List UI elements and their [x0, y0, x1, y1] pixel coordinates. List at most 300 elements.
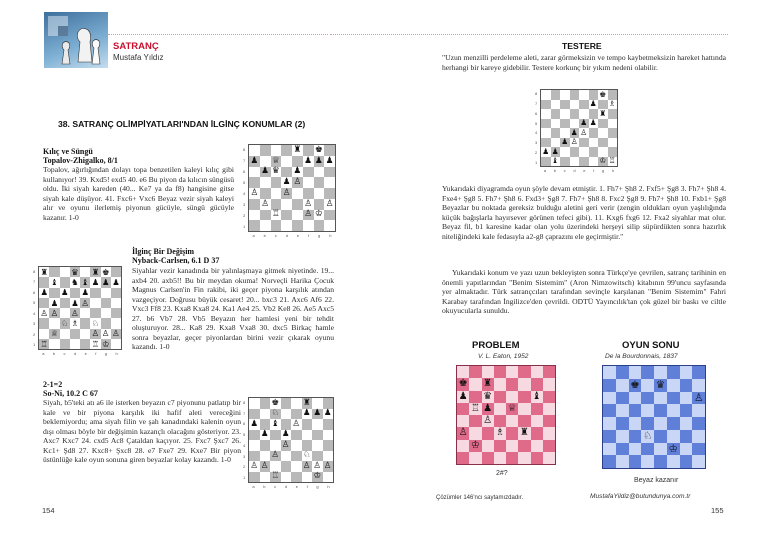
board-square	[518, 440, 530, 452]
black-pawn-icon: ♟	[589, 99, 597, 109]
puzzle2-subheading: Nyback-Carlsen, 6.1 D 37	[132, 256, 220, 265]
board-square	[281, 451, 292, 462]
black-pawn-icon: ♟	[261, 166, 270, 177]
board-square	[541, 157, 551, 167]
testere-quote: "Uzun menzilli perdeleme aleti, zarar görmeksizin ve tempo kaybetmeksizin hareket hattında herhangi bir kareye gidebilir. Testere korkunç bir yıkım nedeni olabilir.	[442, 53, 726, 72]
board-square	[111, 288, 121, 298]
board-square	[654, 430, 667, 443]
board-square	[641, 366, 654, 379]
board-square	[70, 339, 80, 349]
board-square	[641, 379, 654, 392]
board-square	[260, 210, 271, 221]
board-square	[291, 440, 302, 451]
white-pawn-icon: ♙	[293, 177, 302, 188]
white-queen-icon: ♕	[271, 155, 280, 166]
black-bishop-icon: ♝	[50, 277, 59, 288]
board-square	[494, 366, 506, 378]
board-square	[314, 167, 325, 178]
black-pawn-icon: ♟	[281, 429, 290, 440]
black-pawn-icon: ♟	[542, 146, 550, 156]
board-square	[543, 440, 555, 452]
board-square	[598, 147, 608, 157]
board-square	[469, 452, 481, 464]
board-square	[654, 455, 667, 468]
topalov-chess-diagram	[248, 144, 336, 232]
board-square	[482, 452, 494, 464]
board-square	[570, 147, 580, 157]
white-pawn-icon: ♙	[71, 307, 79, 318]
board-square	[641, 443, 654, 456]
board-square	[80, 329, 90, 339]
board-square	[281, 156, 292, 167]
board-square	[543, 403, 555, 415]
white-rook-icon: ♖	[271, 471, 280, 482]
board-square	[291, 451, 302, 462]
black-rook-icon: ♜	[91, 266, 100, 277]
board-square	[494, 415, 506, 427]
board-square	[667, 430, 680, 443]
white-knight-icon: ♘	[91, 318, 100, 329]
board-square	[271, 145, 282, 156]
book-note: Yukarıdaki konum ve yazı uzun bekleyişten sonra Türkçe'ye çevrilen, satranç tarihinin en önemli yapıtlarından "Benim Sistemim" (Aron Nimzowitsch) kitabının 99'uncu sayfasında yer almaktadır. Türk satrançcıları tarafından sevinçle karşılanan "Benim Sistemim" Fahri Karabay tarafından İngilizce'den çevrildi. ODTÜ Yayıncılık'tan çok güzel bir baskı ve ciltle okuyucularla sunuldu.	[442, 268, 726, 315]
board-square	[579, 157, 589, 167]
board-square	[692, 379, 705, 392]
board-square	[667, 366, 680, 379]
nyback-chess-diagram	[38, 266, 122, 350]
board-square	[680, 430, 693, 443]
black-pawn-icon: ♟	[314, 155, 323, 166]
board-square	[692, 404, 705, 417]
white-queen-icon: ♕	[50, 328, 59, 339]
board-square	[292, 188, 303, 199]
board-square	[292, 199, 303, 210]
board-square	[292, 210, 303, 221]
board-square	[541, 90, 551, 100]
board-square	[616, 455, 629, 468]
white-king-icon: ♔	[314, 209, 323, 220]
board-square	[494, 378, 506, 390]
white-pawn-icon: ♙	[81, 297, 89, 308]
board-square	[541, 119, 551, 129]
board-square	[654, 404, 667, 417]
black-queen-icon: ♛	[271, 166, 280, 177]
board-square	[641, 392, 654, 405]
endgame-author: De la Bourdonnais, 1837	[605, 353, 678, 360]
board-square	[654, 417, 667, 430]
board-square	[260, 451, 271, 462]
board-square	[457, 440, 469, 452]
black-queen-icon: ♛	[655, 378, 666, 391]
board-square	[302, 440, 313, 451]
endgame-title: OYUN SONU	[622, 340, 680, 351]
board-square	[90, 288, 100, 298]
board-square	[249, 398, 260, 409]
board-square	[494, 440, 506, 452]
black-pawn-icon: ♟	[112, 277, 120, 288]
board-square	[560, 157, 570, 167]
board-square	[323, 430, 334, 441]
white-queen-icon: ♕	[507, 402, 517, 414]
board-square	[629, 417, 642, 430]
board-square	[531, 366, 543, 378]
author-email[interactable]: MustafaYildiz@butundunya.com.tr	[590, 493, 691, 500]
board-square	[60, 329, 70, 339]
board-square	[608, 138, 618, 148]
board-square	[543, 391, 555, 403]
board-square	[629, 404, 642, 417]
black-pawn-icon: ♟	[293, 166, 302, 177]
board-square	[541, 109, 551, 119]
board-square	[101, 308, 111, 318]
board-square	[302, 430, 313, 441]
black-bishop-icon: ♝	[551, 156, 559, 166]
board-square	[579, 138, 589, 148]
board-square	[598, 128, 608, 138]
board-square	[49, 318, 59, 328]
board-square	[494, 403, 506, 415]
board3-file-labels: a b c d e f g h	[252, 484, 330, 489]
board-square	[616, 366, 629, 379]
board1-rank-labels: 8 7 6 5 4 3 2 1	[243, 147, 246, 229]
board-square	[324, 167, 335, 178]
board-square	[506, 391, 518, 403]
black-king-icon: ♚	[101, 266, 110, 277]
white-rook-icon: ♖	[271, 209, 280, 220]
board-square	[692, 366, 705, 379]
board-square	[60, 298, 70, 308]
board-square	[292, 156, 303, 167]
board-square	[494, 391, 506, 403]
puzzle3-subheading: So-Ni, 10.2 C 67	[43, 389, 98, 398]
board-square	[303, 167, 314, 178]
right-page-number: 155	[711, 506, 724, 515]
board-square	[457, 452, 469, 464]
board-square	[312, 398, 323, 409]
black-queen-icon: ♛	[483, 390, 493, 402]
board-square	[589, 90, 599, 100]
puzzle1-heading: Kılıç ve Süngü	[43, 147, 93, 156]
board-square	[323, 440, 334, 451]
white-pawn-icon: ♙	[580, 127, 588, 137]
black-pawn-icon: ♟	[282, 177, 291, 188]
white-rook-icon: ♖	[40, 338, 48, 349]
black-pawn-icon: ♟	[302, 408, 311, 419]
white-pawn-icon: ♙	[304, 209, 313, 220]
white-knight-icon: ♘	[60, 318, 69, 329]
board-square	[570, 109, 580, 119]
puzzle2-heading: İlginç Bir Değişim	[132, 247, 195, 256]
board-square	[270, 440, 281, 451]
board-square	[314, 177, 325, 188]
board-square	[271, 188, 282, 199]
board-square	[249, 145, 260, 156]
board-square	[39, 318, 49, 328]
board-square	[271, 199, 282, 210]
board3-rank-labels: 8 7 6 5 4 3 2 1	[243, 399, 246, 481]
board-square	[281, 210, 292, 221]
board-square	[598, 100, 608, 110]
board2-file-labels: a b c d e f g h	[42, 351, 118, 356]
board-square	[80, 318, 90, 328]
testere-chess-diagram	[540, 89, 618, 167]
board-square	[249, 167, 260, 178]
board-square	[291, 472, 302, 483]
board-square	[60, 277, 70, 287]
board-square	[323, 419, 334, 430]
board-square	[111, 308, 121, 318]
board-square	[570, 90, 580, 100]
board-square	[692, 443, 705, 456]
board-square	[457, 403, 469, 415]
black-rook-icon: ♜	[293, 144, 302, 155]
board1-file-labels: a b c d e f g h	[252, 233, 332, 238]
board-square	[598, 119, 608, 129]
board-square	[249, 440, 260, 451]
board-square	[39, 277, 49, 287]
puzzle3-text: Siyah, b5'teki atı a6 ile isterken beyazın c7 piyonunu patlatıp bir kale ve bir piyona karşılık iki hafif aleti vereceğini beklemiyordu; ama siyah filin ve şah kanadındaki kalenin oyun dışı olması böyle bir değişimin kazançlı olacağını gösteriyor. 23. Axc7 Kxc7 24. cxd5 Ac8 Çataldan kaçıyor. 25. Fxc7 Şxc7 26. Kc1+ Şd8 27. Kxc8+ Şxc8 28. e7 Fxe7 29. Kxe7 Bir piyon üstünlüğe kale oyun sonuna giren beyazlar kolay kazandı. 1-0	[43, 398, 241, 464]
white-king-icon: ♔	[313, 471, 322, 482]
board-square	[312, 451, 323, 462]
board-square	[323, 398, 334, 409]
board-square	[518, 452, 530, 464]
board-square	[570, 157, 580, 167]
board-square	[616, 379, 629, 392]
board-square	[60, 267, 70, 277]
board-square	[324, 210, 335, 221]
black-king-icon: ♚	[458, 378, 468, 390]
black-pawn-icon: ♟	[304, 155, 313, 166]
board4-rank-labels: 8 7 6 5 4 3 2 1	[535, 91, 538, 165]
white-pawn-icon: ♙	[292, 418, 301, 429]
board-square	[292, 220, 303, 231]
board-square	[616, 417, 629, 430]
board4-file-labels: a b c d e f g h	[543, 168, 615, 173]
white-pawn-icon: ♙	[112, 328, 120, 339]
board-square	[260, 472, 271, 483]
board-square	[80, 267, 90, 277]
puzzle2-text: Siyahlar vezir kanadında bir yalınlaşmaya gitmek niyetinde. 19... axb4 20. axb5!! Bu bir meydan okuma! Norveçli Harika Çocuk Magnus Carlsen'in Fin rakibi, iki geçer piyona karşılık atından vazgeçiyor. Doğrusu büyük cesaret! 20... bxc3 21. Axc6 Af6 22. Vxc3 Ff8 23. Kxa8 Kxa8 24. Ka1 Ae4 25. Vb2 Ke8 26. Ae5 Axc5 27. b6 Vb7 28. Vb5 Beyazın her hamlesi yeni bir tehdit oluşturuyor. 28... Ka8 29. Kxa8 Vxa8 30. dxc5 Birkaç hamle sonra beyazlar, geçer piyonlardan birini vezir çıkarak oyunu kazandı. 1-0	[132, 266, 334, 351]
board-square	[260, 409, 271, 420]
board-square	[560, 109, 570, 119]
white-pawn-icon: ♙	[458, 427, 468, 439]
puzzle1-text: Topalov, ağırlığından dolayı topa benzetilen kaleyi kılıç gibi kullanıyor! 39. Kxd5! exd5 40. e6 Bu piyon da kılıcın süngüsü oldu. İki siyah kareden (40... Ke7 ya da f8) hangisine gitse siyah kale düşüyor. 41. Fxc6+ Vxc6 Beyaz vezir siyah kaleyi alır ve oyunu ilerlemiş piyonun gücüyle, süngü gücüyle kazanır. 1-0	[43, 165, 234, 222]
board-square	[608, 90, 618, 100]
black-pawn-icon: ♟	[483, 402, 493, 414]
board-square	[518, 366, 530, 378]
black-pawn-icon: ♟	[323, 408, 332, 419]
board-square	[482, 440, 494, 452]
board-square	[469, 378, 481, 390]
board-square	[469, 366, 481, 378]
board-square	[692, 417, 705, 430]
chess-logo-image	[44, 12, 108, 68]
board-square	[101, 288, 111, 298]
board-square	[667, 417, 680, 430]
board-square	[323, 472, 334, 483]
board-square	[616, 443, 629, 456]
board-square	[589, 138, 599, 148]
board-square	[324, 177, 335, 188]
board-square	[111, 318, 121, 328]
white-pawn-icon: ♙	[325, 198, 334, 209]
board-square	[260, 145, 271, 156]
board-square	[641, 404, 654, 417]
board-square	[291, 430, 302, 441]
board-square	[101, 318, 111, 328]
board-square	[271, 220, 282, 231]
board-square	[281, 145, 292, 156]
board-square	[531, 378, 543, 390]
black-queen-icon: ♛	[71, 266, 79, 277]
black-king-icon: ♚	[271, 397, 280, 408]
black-pawn-icon: ♟	[570, 127, 578, 137]
board-square	[551, 119, 561, 129]
white-pawn-icon: ♙	[281, 439, 290, 450]
black-pawn-icon: ♟	[50, 297, 59, 308]
board-square	[680, 366, 693, 379]
board-square	[506, 366, 518, 378]
board-square	[603, 443, 616, 456]
board-square	[641, 455, 654, 468]
black-pawn-icon: ♟	[561, 137, 569, 147]
board-square	[579, 90, 589, 100]
board-square	[629, 392, 642, 405]
black-pawn-icon: ♟	[589, 118, 597, 128]
board-square	[560, 147, 570, 157]
board-square	[249, 451, 260, 462]
board-square	[543, 378, 555, 390]
board-square	[603, 404, 616, 417]
board-square	[249, 220, 260, 231]
board-square	[531, 427, 543, 439]
white-bishop-icon: ♗	[71, 318, 79, 329]
black-pawn-icon: ♟	[60, 287, 69, 298]
board-square	[579, 147, 589, 157]
board-square	[518, 403, 530, 415]
board-square	[260, 220, 271, 231]
black-bishop-icon: ♝	[81, 277, 89, 288]
black-rook-icon: ♜	[599, 108, 607, 118]
board-square	[589, 109, 599, 119]
board-square	[80, 308, 90, 318]
endgame-chess-diagram	[602, 365, 706, 469]
black-rook-icon: ♜	[40, 266, 48, 277]
board-square	[589, 147, 599, 157]
board-square	[616, 392, 629, 405]
white-pawn-icon: ♙	[40, 307, 48, 318]
board-square	[692, 430, 705, 443]
board-square	[291, 461, 302, 472]
board-square	[324, 220, 335, 231]
board-square	[70, 329, 80, 339]
board-square	[654, 443, 667, 456]
testere-heading: TESTERE	[562, 41, 602, 51]
board-square	[101, 298, 111, 308]
board-square	[641, 417, 654, 430]
board-square	[667, 392, 680, 405]
board-square	[260, 440, 271, 451]
board-square	[560, 119, 570, 129]
black-pawn-icon: ♟	[580, 118, 588, 128]
board-square	[249, 472, 260, 483]
board-square	[303, 220, 314, 231]
board-square	[281, 167, 292, 178]
board-square	[680, 417, 693, 430]
white-pawn-icon: ♙	[261, 198, 270, 209]
board-square	[603, 379, 616, 392]
problem-title: PROBLEM	[472, 340, 520, 351]
black-pawn-icon: ♟	[91, 277, 100, 288]
board-square	[551, 90, 561, 100]
black-pawn-icon: ♟	[71, 297, 79, 308]
board-square	[654, 366, 667, 379]
black-pawn-icon: ♟	[325, 155, 334, 166]
puzzle3-heading: 2-1=2	[43, 380, 63, 389]
board-square	[680, 455, 693, 468]
board-square	[49, 339, 59, 349]
black-knight-icon: ♞	[71, 277, 79, 288]
white-pawn-icon: ♙	[483, 415, 493, 427]
board-square	[270, 461, 281, 472]
board-square	[531, 440, 543, 452]
black-pawn-icon: ♟	[313, 408, 322, 419]
black-rook-icon: ♜	[302, 397, 311, 408]
board-square	[457, 415, 469, 427]
board-square	[249, 210, 260, 221]
white-pawn-icon: ♙	[271, 450, 280, 461]
board-square	[49, 288, 59, 298]
board-square	[314, 220, 325, 231]
white-bishop-icon: ♗	[495, 427, 505, 439]
board-square	[579, 109, 589, 119]
board-square	[616, 430, 629, 443]
board-square	[589, 128, 599, 138]
board-square	[302, 472, 313, 483]
board-square	[531, 403, 543, 415]
header-divider-right	[330, 34, 728, 35]
board-square	[629, 430, 642, 443]
board-square	[302, 419, 313, 430]
board-square	[39, 298, 49, 308]
board-square	[608, 109, 618, 119]
endgame-caption: Beyaz kazanır	[634, 477, 679, 484]
board-square	[667, 379, 680, 392]
board-square	[457, 366, 469, 378]
board-square	[680, 443, 693, 456]
board-square	[608, 119, 618, 129]
board-square	[543, 427, 555, 439]
author-name: Mustafa Yıldız	[113, 53, 164, 62]
problem-chess-diagram	[456, 365, 556, 465]
board-square	[518, 391, 530, 403]
white-king-icon: ♔	[668, 442, 678, 455]
black-king-icon: ♚	[599, 89, 607, 99]
board-square	[324, 188, 335, 199]
board-square	[654, 392, 667, 405]
board-square	[551, 128, 561, 138]
black-pawn-icon: ♟	[260, 429, 269, 440]
board-square	[589, 157, 599, 167]
board-square	[469, 391, 481, 403]
article-title: 38. SATRANÇ OLİMPİYATLARI'NDAN İLGİNÇ KONUMLAR (2)	[58, 119, 306, 129]
board-square	[543, 366, 555, 378]
board-square	[49, 267, 59, 277]
board-square	[281, 472, 292, 483]
section-title: SATRANÇ	[113, 41, 159, 52]
board-square	[281, 220, 292, 231]
solutions-note: Çözümler 146'ncı saytamızdadır.	[436, 495, 524, 501]
board-square	[579, 100, 589, 110]
